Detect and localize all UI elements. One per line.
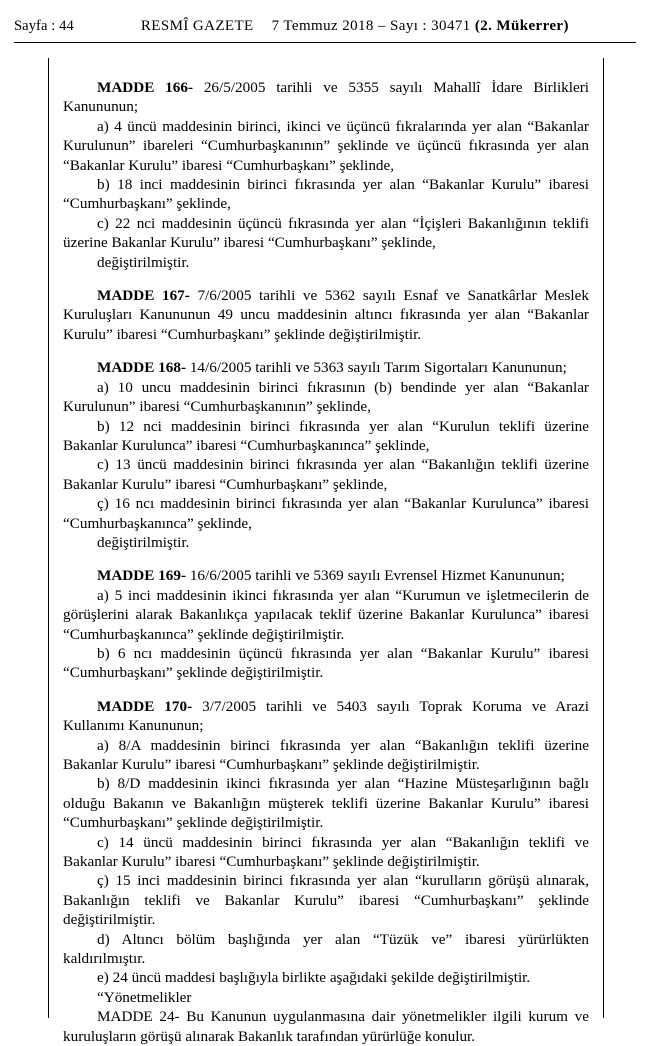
paragraph-m169-a: a) 5 inci maddesinin ikinci fıkrasında yer alan “Kurumun ve işletmecilerin de görüşlerini alarak Bakanlıkça yapılacak teklif üzerine Bakanlar Kurulunca” ibaresi “Cumhurbaşkanınca” şeklinde değiştirilmiştir. [63,586,589,643]
paragraph-text: 26/5/2005 tarihli ve 5355 sayılı Mahallî İdare Birlikleri Kanununun; [63,79,589,116]
gazette-title: RESMÎ GAZETE [140,18,254,34]
paragraph-m168-c: c) 13 üncü maddesinin birinci fıkrasında yer alan “Bakanlığın teklifi üzerine Bakanlar Kurulu” ibaresi “Cumhurbaşkanı” şeklinde, [63,456,589,493]
paragraph-m170-c: c) 14 üncü maddesinin birinci fıkrasında yer alan “Bakanlığın teklifi ve Bakanlar Kurulu” ibaresi “Cumhurbaşkanı” şeklinde değiştirilmiştir. [63,833,589,871]
paragraph-text: 3/7/2005 tarihli ve 5403 sayılı Toprak Koruma ve Arazi Kullanımı Kanununun; [63,697,589,735]
madde-label-170: MADDE 170- [97,697,193,715]
paragraph-m166-head [63,78,589,117]
document-body [48,58,604,1045]
paragraph-m170-d: d) Altıncı bölüm başlığında yer alan “Tüzük ve” ibaresi yürürlükten kaldırılmıştır. [63,930,589,968]
paragraph-m169-head [63,566,589,585]
paragraph-m170-e: e) 24 üncü maddesi başlığıyla birlikte aşağıdaki şekilde değiştirilmiştir. [97,969,531,987]
paragraph-m168-b: b) 12 nci maddesinin birinci fıkrasında yer alan “Kurulun teklifi üzerine Bakanlar Kurulunca” ibaresi “Cumhurbaşkanınca” şeklinde, [63,417,589,454]
paragraph-m170-head [63,697,589,736]
header-divider [14,42,636,43]
page-number-label: Sayfa : 44 [14,18,74,34]
paragraph-m170-quote-body: MADDE 24- Bu Kanunun uygulanmasına dair yönetmelikler ilgili kurum ve kuruluşların görüşü alınarak Bakanlık tarafından yürürlüğe konulur. [63,1008,589,1045]
paragraph-text: 16/6/2005 tarihli ve 5369 sayılı Evrensel Hizmet Kanununun; [186,567,565,585]
madde-label-167: MADDE 167- [97,287,190,305]
paragraph-m166-c: c) 22 nci maddesinin üçüncü fıkrasında yer alan “İçişleri Bakanlığının teklifi üzerine Bakanlar Kurulu” ibaresi “Cumhurbaşkanı” şeklinde, [63,214,589,252]
paragraph-m166-b: b) 18 inci maddesinin birinci fıkrasında yer alan “Bakanlar Kurulu” ibaresi “Cumhurbaşkanı” şeklinde, [63,176,589,213]
header-center [74,18,636,35]
paragraph-m167 [63,286,589,344]
paragraph-m168-c2: ç) 16 ncı maddesinin birinci fıkrasında yer alan “Bakanlar Kurulunca” ibaresi “Cumhurbaşkanınca” şeklinde, [63,495,589,532]
gazette-mukerrer: (2. Mükerrer) [474,18,569,34]
paragraph-m166-a: a) 4 üncü maddesinin birinci, ikinci ve üçüncü fıkralarında yer alan “Bakanlar Kurulunun” ibareleri “Cumhurbaşkanının” şeklinde ve üçüncü fıkrasında yer alan “Bakanlar Kurulu” ibaresi “Cumhurbaşkanı” şeklinde, [63,117,589,174]
paragraph-m168-end: değiştirilmiştir. [97,533,190,551]
page-header [14,18,636,40]
madde-label-168: MADDE 168- [97,359,187,377]
paragraph-text: 7/6/2005 tarihli ve 5362 sayılı Esnaf ve Sanatkârlar Meslek Kuruluşları Kanununun 49 uncu maddesinin altıncı fıkrasında yer alan “Bakanlar Kurulu” ibaresi “Cumhurbaşkanı” şeklinde değiştirilmiştir. [63,287,589,343]
paragraph-m169-b: b) 6 ncı maddesinin üçüncü fıkrasında yer alan “Bakanlar Kurulu” ibaresi “Cumhurbaşkanı” şeklinde değiştirilmiştir. [63,644,589,682]
paragraph-m168-a: a) 10 uncu maddesinin birinci fıkrasının (b) bendinde yer alan “Bakanlar Kurulunun” ibaresi “Cumhurbaşkanının” şeklinde, [63,378,589,416]
paragraph-text: 14/6/2005 tarihli ve 5363 sayılı Tarım Sigortaları Kanununun; [186,359,567,377]
madde-label-166: MADDE 166- [97,79,194,96]
madde-label-169: MADDE 169- [97,567,187,585]
paragraph-m170-quote-title: “Yönetmelikler [97,988,192,1006]
paragraph-m170-c2: ç) 15 inci maddesinin birinci fıkrasında yer alan “kurulların görüşü alınarak, Bakanlığın teklifi ve Bakanlar Kurulu” ibaresi “Cumhurbaşkanı” şeklinde değiştirilmiştir. [63,872,589,929]
paragraph-m170-b: b) 8/D maddesinin ikinci fıkrasında yer alan “Hazine Müsteşarlığının bağlı olduğu Bakanın ve Bakanlığın müşterek teklifi üzerine Bakanlar Kurulu” ibaresi “Cumhurbaşkanı” şeklinde değiştirilmiştir. [63,775,589,832]
paragraph-m170-a: a) 8/A maddesinin birinci fıkrasında yer alan “Bakanlığın teklifi üzerine Bakanlar Kurulu” ibaresi “Cumhurbaşkanı” şeklinde değiştirilmiştir. [63,736,589,773]
paragraph-m168-head [63,358,589,377]
paragraph-m166-end: değiştirilmiştir. [97,253,190,271]
gazette-date-issue: 7 Temmuz 2018 – Sayı : 30471 [271,18,471,34]
